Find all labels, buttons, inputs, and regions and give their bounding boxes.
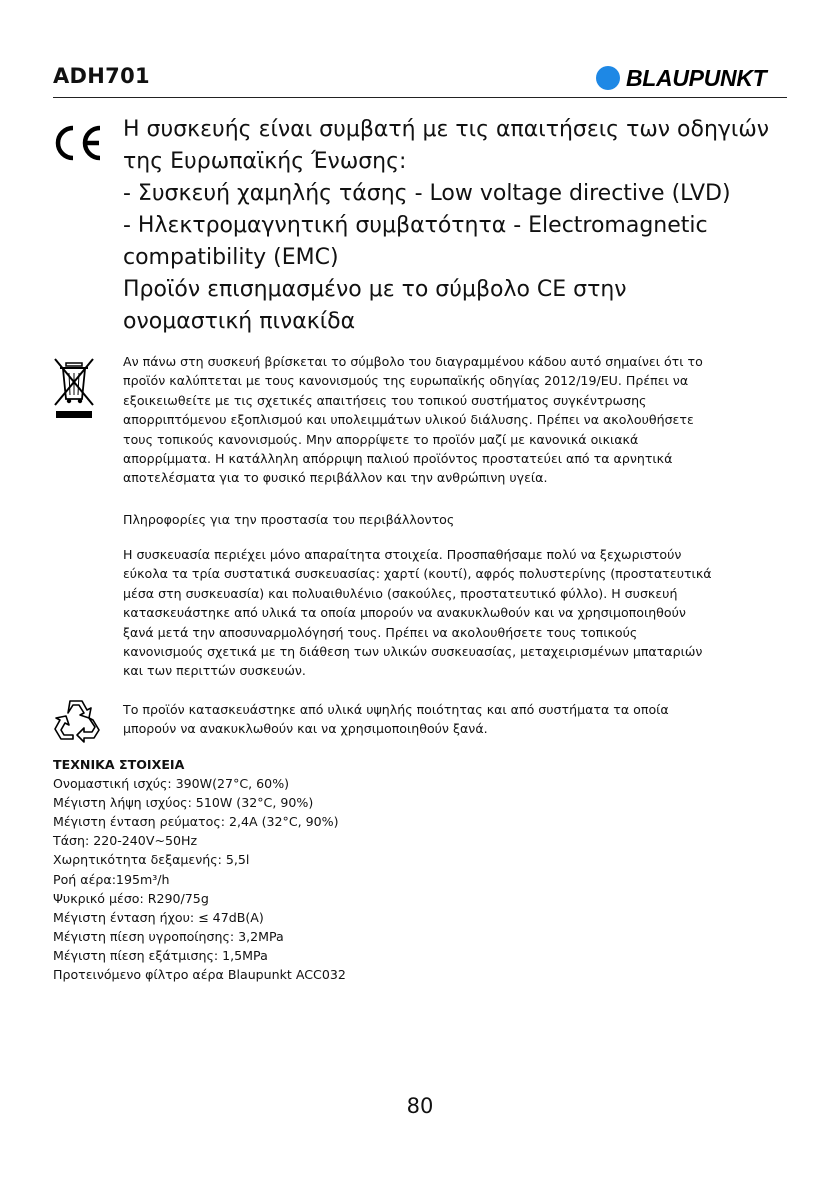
paragraph-line: κατασκευάστηκε από υλικά τα οποία μπορούν να ανακυκλωθούν και να χρησιμοποιηθούν: [123, 605, 686, 621]
ce-line: Η συσκευής είναι συμβατή με τις απαιτήσεις των οδηγιών: [123, 117, 770, 142]
paragraph-line: μπορούν να ανακυκλωθούν και να χρησιμοποιηθούν ξανά.: [123, 721, 488, 737]
paragraph-line: και των περιττών συσκευών.: [123, 663, 306, 679]
crossed-out-bin-icon: [53, 357, 95, 419]
spec-item: Μέγιστη πίεση εξάτμισης: 1,5MPa: [53, 947, 268, 963]
spec-item: Μέγιστη ένταση ήχου: ≤ 47dB(A): [53, 909, 264, 925]
paragraph-line: απορριπτόμενου εξοπλισμού και υπολειμμάτων υλικού διάλυσης. Πρέπει να ακολουθήσετε: [123, 412, 694, 428]
spec-item: Μέγιστη ένταση ρεύματος: 2,4A (32°C, 90%): [53, 814, 339, 830]
spec-item: Μέγιστη πίεση υγροποίησης: 3,2MPa: [53, 928, 284, 944]
brand-name: BLAUPUNKT: [626, 64, 767, 91]
ce-declaration: [123, 114, 823, 338]
paragraph-line: Το προϊόν κατασκευάστηκε από υλικά υψηλής ποιότητας και από συστήματα τα οποία: [123, 702, 669, 717]
brand-logo: [596, 64, 766, 92]
paragraph-line: κανονισμούς σχετικά με τη διάθεση των υλικών συσκευασίας, μεταχειρισμένων μπαταριών: [123, 643, 703, 659]
paragraph-line: ξανά μετά την αποσυναρμολόγησή τους. Πρέπει να ακολουθήσετε τους τοπικούς: [123, 624, 638, 640]
recycle-text: [123, 700, 793, 739]
ce-line: της Ευρωπαϊκής Ένωσης:: [123, 149, 407, 174]
recycle-icon: [53, 697, 101, 743]
ce-line: compatibility (EMC): [123, 245, 339, 270]
paragraph-line: μέσα στη συσκευασία) και πολυαιθυλένιο (σακούλες, προστατευτικό φύλλο). Η συσκευή: [123, 585, 678, 601]
ce-line: - Ηλεκτρομαγνητική συμβατότητα - Electromagnetic: [123, 213, 708, 238]
ce-mark-icon: [53, 125, 105, 161]
paragraph-line: αποτελέσματα για το φυσικό περιβάλλον και την ανθρώπινη υγεία.: [123, 470, 548, 486]
environment-heading-text: Πληροφορίες για την προστασία του περιβάλλοντος: [123, 512, 455, 527]
spec-item: Ροή αέρα:195m³/h: [53, 871, 170, 887]
ce-line: Προϊόν επισημασμένο με το σύμβολο CE στην: [123, 277, 627, 302]
spec-item: Χωρητικότητα δεξαμενής: 5,5l: [53, 852, 250, 868]
ce-line: - Συσκευή χαμηλής τάσης - Low voltage directive (LVD): [123, 181, 731, 206]
paragraph-line: Η συσκευασία περιέχει μόνο απαραίτητα στοιχεία. Προσπαθήσαμε πολύ να ξεχωριστούν: [123, 547, 682, 562]
environment-heading: [123, 510, 793, 529]
paragraph-line: Αν πάνω στη συσκευή βρίσκεται το σύμβολο του διαγραμμένου κάδου αυτό σημαίνει ότι το: [123, 354, 703, 369]
paragraph-line: εύκολα τα τρία συστατικά συσκευασίας: χαρτί (κουτί), αφρός πολυστερίνης (προστατευτικά: [123, 566, 712, 582]
page-number: 80: [406, 1094, 434, 1118]
spec-item: Ψυκρικό μέσο: R290/75g: [53, 890, 209, 906]
brand-dot-icon: [596, 66, 620, 90]
technical-specs: [53, 755, 553, 984]
paragraph-line: απορρίμματα. Η κατάλληλη απόρριψη παλιού προϊόντος προστατεύει από τα αρνητικά: [123, 450, 673, 466]
header-divider: [53, 97, 787, 98]
specs-title: ΤΕΧΝΙΚΑ ΣΤΟΙΧΕΙΑ: [53, 757, 185, 772]
model-name: ADH701: [53, 64, 150, 88]
paragraph-line: προϊόν καλύπτεται με τους κανονισμούς της ευρωπαϊκής οδηγίας 2012/19/EU. Πρέπει να: [123, 373, 689, 389]
spec-item: Προτεινόμενο φίλτρο αέρα Blaupunkt ACC032: [53, 967, 346, 983]
spec-item: Μέγιστη λήψη ισχύος: 510W (32°C, 90%): [53, 795, 314, 811]
paragraph-line: τους τοπικούς κανονισμούς. Μην απορρίψετε το προϊόν μαζί με κανονικά οικιακά: [123, 431, 639, 447]
spec-item: Τάση: 220-240V~50Hz: [53, 833, 198, 849]
spec-item: Ονομαστική ισχύς: 390W(27°C, 60%): [53, 776, 290, 792]
weee-text: [123, 352, 793, 488]
ce-line: ονομαστική πινακίδα: [123, 309, 356, 334]
paragraph-line: εξοικειωθείτε με τις σχετικές απαιτήσεις του τοπικού συστήματος συγκέντρωσης: [123, 392, 647, 408]
packaging-text: [123, 545, 793, 681]
